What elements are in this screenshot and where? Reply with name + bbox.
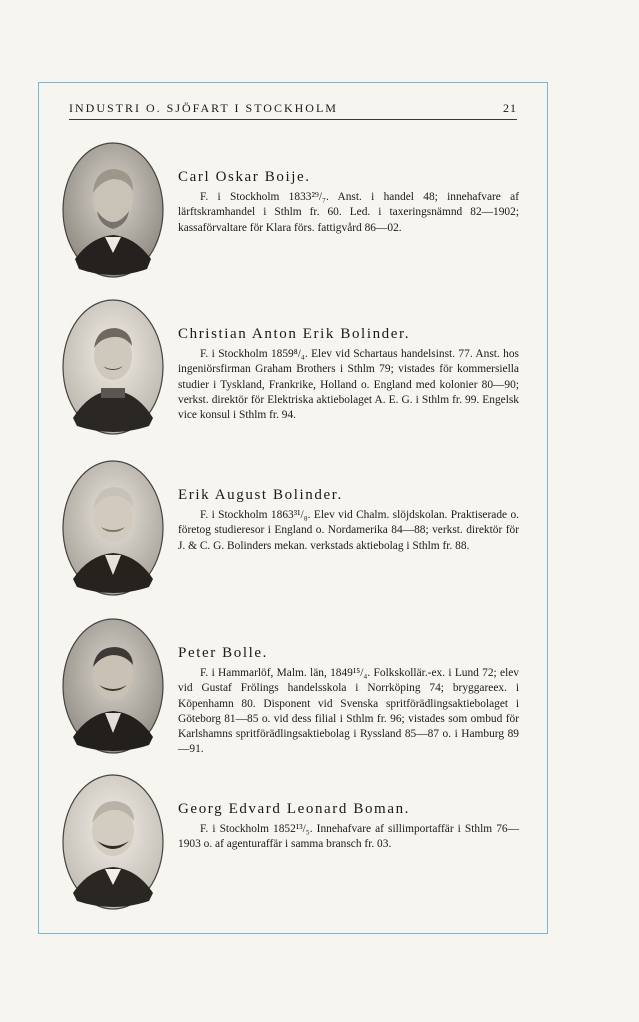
biography-text: F. i Stockholm 1863³¹/₈. Elev vid Chalm. slöjdskolan. Praktiserade o. företog studieresor i England o. Nordamerika 84—88; verkst. direktör för J. & C. G. Bolinders mekan. verkstads aktiebolag i Sthlm fr. 88. xyxy=(178,509,519,552)
page-number: 21 xyxy=(503,101,517,115)
portrait-icon xyxy=(61,617,165,755)
person-name: Christian Anton Erik Bolinder. xyxy=(178,326,411,342)
running-header xyxy=(69,99,517,120)
page-frame xyxy=(38,82,548,934)
person-name: Georg Edvard Leonard Boman. xyxy=(178,801,411,817)
biography-text: F. i Stockholm 1852¹³/₅. Innehafvare af sillimportaffär i Sthlm 76—1903 o. af agenturaffär i samma bransch fr. 03. xyxy=(178,823,519,851)
biography-text: F. i Stockholm 1833²⁹/₇. Anst. i handel 48; innehafvare af lärftskramhandel i Sthlm fr. 60. Led. i taxeringsnämnd 82—1902; kassaförvaltare för Klara förs. fattigvård 86—02. xyxy=(178,191,519,234)
person-name: Carl Oskar Boije. xyxy=(178,169,311,185)
portrait-icon xyxy=(61,141,165,279)
biography-text: F. i Stockholm 1859⁸/₄. Elev vid Schartaus handelsinst. 77. Anst. hos ingeniörsfirman Graham Brothers i Sthlm 79; vistades för kommersiella studier i Tyskland, Frankrike, Holland o. England med kolonier 80—90; verkst. direktör för Elektriska aktiebolaget A. E. G. i Sthlm fr. 99. Engelsk vice konsul i Sthlm fr. 94. xyxy=(178,348,519,422)
running-title: INDUSTRI O. SJÖFART I STOCKHOLM xyxy=(69,101,338,115)
portrait-icon xyxy=(61,773,165,911)
portrait-icon xyxy=(61,459,165,597)
portrait-icon xyxy=(61,298,165,436)
biography-text: F. i Hammarlöf, Malm. län, 1849¹⁵/₄. Folkskollär.-ex. i Lund 72; elev vid Gustaf Frölings handelsskola i Norrköping 74; bryggareex. i Köpenhamn 80. Disponent vid Svenska spritförädlingsaktiebolaget i Göteborg 81—85 o. vid dess filial i Sthlm fr. 96; vistades som ombud för Karlshamns spritförädlingsaktiebolag i Ryssland 85—87 o. i Hamburg 89—91. xyxy=(178,667,519,756)
person-name: Erik August Bolinder. xyxy=(178,487,343,503)
person-name: Peter Bolle. xyxy=(178,645,269,661)
